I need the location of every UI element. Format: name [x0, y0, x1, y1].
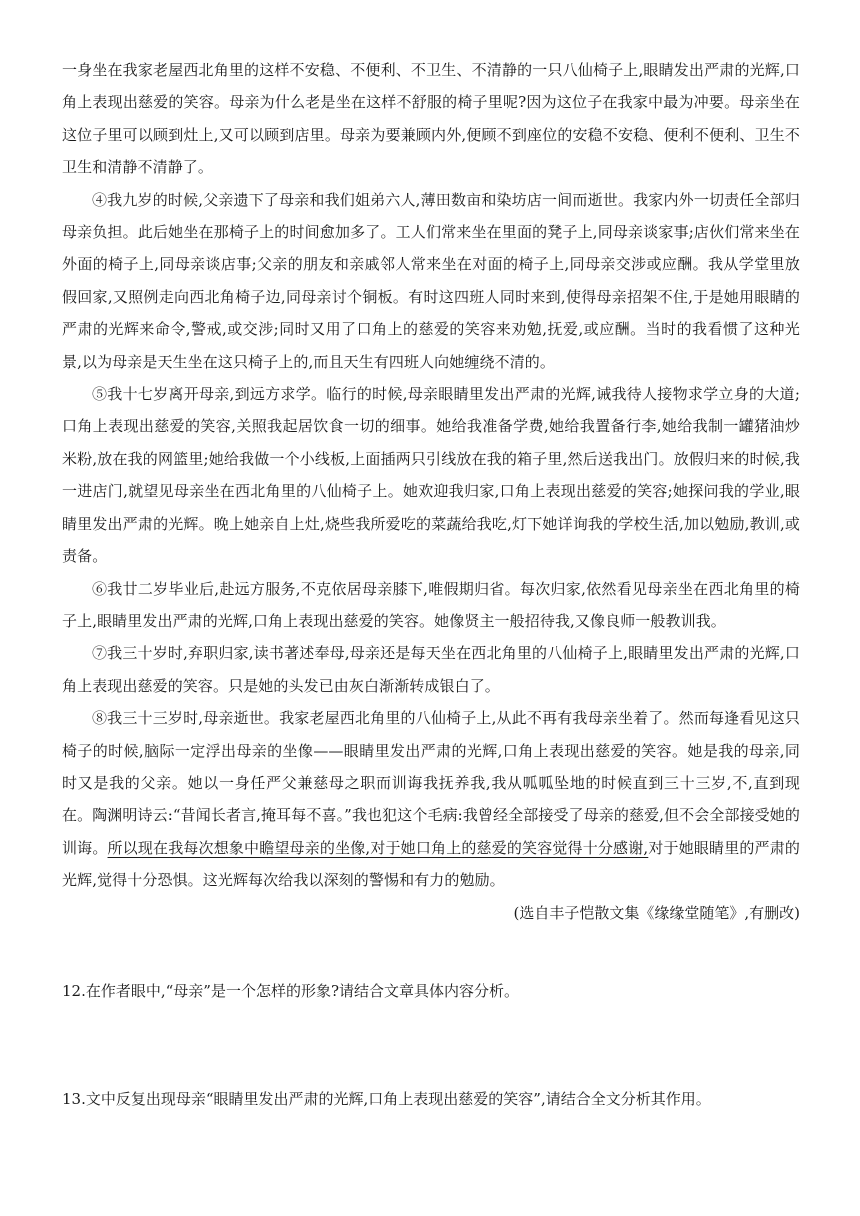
paragraph-intro: 一身坐在我家老屋西北角里的这样不安稳、不便利、不卫生、不清静的一只八仙椅子上,眼睛发出严肃的光辉,口角上表现出慈爱的笑容。母亲为什么老是坐在这样不舒服的椅子里呢?因为这位子在我家中最为冲要。母亲坐在这位子里可以顾到灶上,又可以顾到店里。母亲为要兼顾内外,便顾不到座位的安稳不安稳、便利不便利、卫生不卫生和清静不清静了。	[62, 61, 800, 177]
question-12: 12.在作者眼中,“母亲”是一个怎样的形象?请结合文章具体内容分析。	[62, 982, 520, 1000]
paragraph-5: ⑤我十七岁离开母亲,到远方求学。临行的时候,母亲眼睛里发出严肃的光辉,诫我待人接物求学立身的大道;口角上表现出慈爱的笑容,关照我起居饮食一切的细事。她给我准备学费,她给我置备行李,她给我制一罐猪油炒米粉,放在我的网篮里;她给我做一个小线板,上面插两只引线放在我的箱子里,然后送我出门。放假归来的时候,我一进店门,就望见母亲坐在西北角里的八仙椅子上。她欢迎我归家,口角上表现出慈爱的笑容;她探问我的学业,眼睛里发出严肃的光辉。晚上她亲自上灶,烧些我所爱吃的菜蔬给我吃,灯下她详询我的学校生活,加以勉励,教训,或责备。	[62, 385, 800, 566]
paragraph-8	[62, 702, 800, 896]
underlined-sentence: 所以现在我每次想象中瞻望母亲的坐像,对于她口角上的慈爱的笑容觉得十分感谢,	[107, 838, 649, 857]
question-13: 13.文中反复出现母亲“眼睛里发出严肃的光辉,口角上表现出慈爱的笑容”,请结合全文分析其作用。	[62, 1090, 711, 1108]
article-body	[62, 54, 800, 929]
paragraph-8-tail: 对于她眼睛里的严肃的光辉,觉得十分恐惧。这光辉每次给我以深刻的警惕和有力的勉励。	[62, 838, 800, 890]
source-citation: (选自丰子恺散文集《缘缘堂随笔》,有删改)	[513, 903, 800, 922]
paragraph-8-text: ⑧我三十三岁时,母亲逝世。我家老屋西北角里的八仙椅子上,从此不再有我母亲坐着了。然而每逢看见这只椅子的时候,脑际一定浮出母亲的坐像——眼睛里发出严肃的光辉,口角上表现出慈爱的笑容。她是我的母亲,同时又是我的父亲。她以一身任严父兼慈母之职而训诲我抚养我,我从呱呱坠地的时候直到三十三岁,不,直到现在。陶渊明诗云:“昔闻长者言,掩耳每不喜。”我也犯这个毛病:我曾经全部接受了母亲的慈爱,但不会全部接受她的训诲。	[62, 709, 800, 857]
paragraph-6: ⑥我廿二岁毕业后,赴远方服务,不克依居母亲膝下,唯假期归省。每次归家,依然看见母亲坐在西北角里的椅子上,眼睛里发出严肃的光辉,口角上表现出慈爱的笑容。她像贤主一般招待我,又像良师一般教训我。	[62, 579, 800, 630]
paragraph-7: ⑦我三十岁时,弃职归家,读书著述奉母,母亲还是每天坐在西北角里的八仙椅子上,眼睛里发出严肃的光辉,口角上表现出慈爱的笑容。只是她的头发已由灰白渐渐转成银白了。	[62, 644, 800, 695]
paragraph-4: ④我九岁的时候,父亲遗下了母亲和我们姐弟六人,薄田数亩和染坊店一间而逝世。我家内外一切责任全部归母亲负担。此后她坐在那椅子上的时间愈加多了。工人们常来坐在里面的凳子上,同母亲谈家事;店伙们常来坐在外面的椅子上,同母亲谈店事;父亲的朋友和亲戚邻人常来坐在对面的椅子上,同母亲交涉或应酬。我从学堂里放假回家,又照例走向西北角椅子边,同母亲讨个铜板。有时这四班人同时来到,使得母亲招架不住,于是她用眼睛的严肃的光辉来命令,警戒,或交涉;同时又用了口角上的慈爱的笑容来劝勉,抚爱,或应酬。当时的我看惯了这种光景,以为母亲是天生坐在这只椅子上的,而且天生有四班人向她缠绕不清的。	[62, 190, 800, 371]
